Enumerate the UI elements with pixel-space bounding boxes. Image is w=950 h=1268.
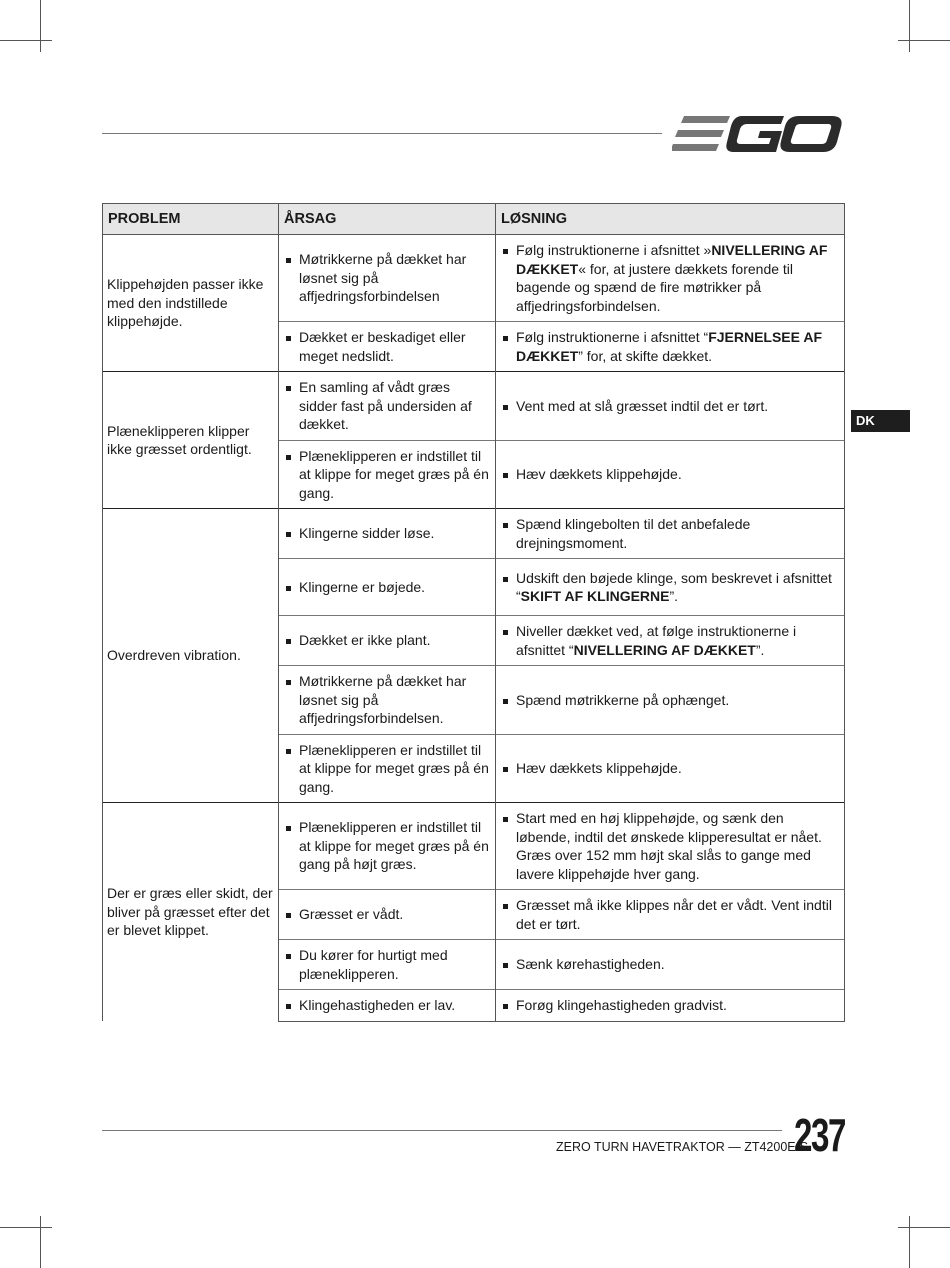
bullet-icon xyxy=(286,586,291,591)
table-row xyxy=(103,803,845,890)
solution-cell: Græsset må ikke klippes når det er vådt. Vent indtil det er tørt. xyxy=(496,890,845,940)
problem-cell: Der er græs eller skidt, der bliver på græsset efter det er blevet klippet. xyxy=(103,803,279,1022)
cause-cell: Plæneklipperen er indstillet til at klippe for meget græs på én gang. xyxy=(279,440,496,509)
bullet-icon xyxy=(286,826,291,831)
crop-mark xyxy=(40,0,41,52)
table-row xyxy=(103,235,845,322)
cause-cell: Græsset er vådt. xyxy=(279,890,496,940)
language-tab: DK xyxy=(851,410,910,432)
solution-cell: Start med en høj klippehøjde, og sænk den løbende, indtil det ønskede klipperesultat er nået. Græs over 152 mm højt skal slås to gange med lavere klippehøjde hver gang. xyxy=(496,803,845,890)
header-rule xyxy=(102,133,662,134)
cause-cell: Du kører for hurtigt med plæneklipperen. xyxy=(279,940,496,990)
header-problem: PROBLEM xyxy=(103,204,279,235)
cause-cell: Klingehastigheden er lav. xyxy=(279,990,496,1022)
bullet-icon xyxy=(286,336,291,341)
page-number: 237 xyxy=(794,1109,845,1161)
bullet-icon xyxy=(503,904,508,909)
cause-cell: Klingerne er bøjede. xyxy=(279,559,496,616)
bullet-icon xyxy=(503,249,508,254)
bullet-icon xyxy=(503,817,508,822)
bullet-icon xyxy=(286,749,291,754)
solution-cell: Hæv dækkets klippehøjde. xyxy=(496,734,845,803)
table-row xyxy=(103,509,845,559)
header-solution: LØSNING xyxy=(496,204,845,235)
problem-cell: Klippehøjden passer ikke med den indstillede klippehøjde. xyxy=(103,235,279,372)
bullet-icon xyxy=(286,532,291,537)
solution-cell: Vent med at slå græsset indtil det er tørt. xyxy=(496,372,845,441)
footer-rule xyxy=(102,1130,782,1131)
solution-cell: Følg instruktionerne i afsnittet »NIVELLERING AF DÆKKET« for, at justere dækkets forende til bagende og spænd de fire møtrikker på affjedringsforbindelsen. xyxy=(496,235,845,322)
cause-cell: Dækket er ikke plant. xyxy=(279,616,496,666)
solution-cell: Sænk kørehastigheden. xyxy=(496,940,845,990)
crop-mark xyxy=(0,1227,52,1228)
solution-cell: Spænd møtrikkerne på ophænget. xyxy=(496,666,845,735)
crop-mark xyxy=(909,0,910,52)
crop-mark xyxy=(40,1216,41,1268)
cause-cell: En samling af vådt græs sidder fast på undersiden af dækket. xyxy=(279,372,496,441)
solution-cell: Niveller dækket ved, at følge instruktionerne i afsnittet “NIVELLERING AF DÆKKET”. xyxy=(496,616,845,666)
bullet-icon xyxy=(286,639,291,644)
solution-cell: Hæv dækkets klippehøjde. xyxy=(496,440,845,509)
bullet-icon xyxy=(286,680,291,685)
cause-cell: Møtrikkerne på dækket har løsnet sig på affjedringsforbindelsen xyxy=(279,235,496,322)
cause-cell: Plæneklipperen er indstillet til at klippe for meget græs på én gang på højt græs. xyxy=(279,803,496,890)
bullet-icon xyxy=(503,577,508,582)
solution-cell: Følg instruktionerne i afsnittet “FJERNELSEE AF DÆKKET” for, at skifte dækket. xyxy=(496,322,845,372)
bullet-icon xyxy=(286,258,291,263)
bullet-icon xyxy=(503,1004,508,1009)
bullet-icon xyxy=(286,954,291,959)
crop-mark xyxy=(898,40,950,41)
table-header-row xyxy=(103,204,845,235)
bullet-icon xyxy=(503,699,508,704)
bullet-icon xyxy=(503,963,508,968)
crop-mark xyxy=(0,40,52,41)
ego-logo xyxy=(672,112,844,156)
table-row xyxy=(103,372,845,441)
cause-cell: Klingerne sidder løse. xyxy=(279,509,496,559)
bullet-icon xyxy=(503,405,508,410)
bullet-icon xyxy=(286,913,291,918)
header-cause: ÅRSAG xyxy=(279,204,496,235)
bullet-icon xyxy=(286,1004,291,1009)
solution-cell: Udskift den bøjede klinge, som beskrevet i afsnittet “SKIFT AF KLINGERNE”. xyxy=(496,559,845,616)
bullet-icon xyxy=(286,386,291,391)
bullet-icon xyxy=(503,767,508,772)
problem-cell: Overdreven vibration. xyxy=(103,509,279,803)
problem-cell: Plæneklipperen klipper ikke græsset ordentligt. xyxy=(103,372,279,509)
bullet-icon xyxy=(503,336,508,341)
footer-model-text: ZERO TURN HAVETRAKTOR — ZT4200E-S xyxy=(556,1140,809,1154)
crop-mark xyxy=(898,1227,950,1228)
bullet-icon xyxy=(503,630,508,635)
troubleshooting-table xyxy=(102,203,845,1022)
crop-mark xyxy=(909,1216,910,1268)
bullet-icon xyxy=(503,523,508,528)
bullet-icon xyxy=(286,455,291,460)
cause-cell: Møtrikkerne på dækket har løsnet sig på affjedringsforbindelsen. xyxy=(279,666,496,735)
bullet-icon xyxy=(503,473,508,478)
cause-cell: Plæneklipperen er indstillet til at klippe for meget græs på én gang. xyxy=(279,734,496,803)
solution-cell: Spænd klingebolten til det anbefalede drejningsmoment. xyxy=(496,509,845,559)
solution-cell: Forøg klingehastigheden gradvist. xyxy=(496,990,845,1022)
cause-cell: Dækket er beskadiget eller meget nedslidt. xyxy=(279,322,496,372)
